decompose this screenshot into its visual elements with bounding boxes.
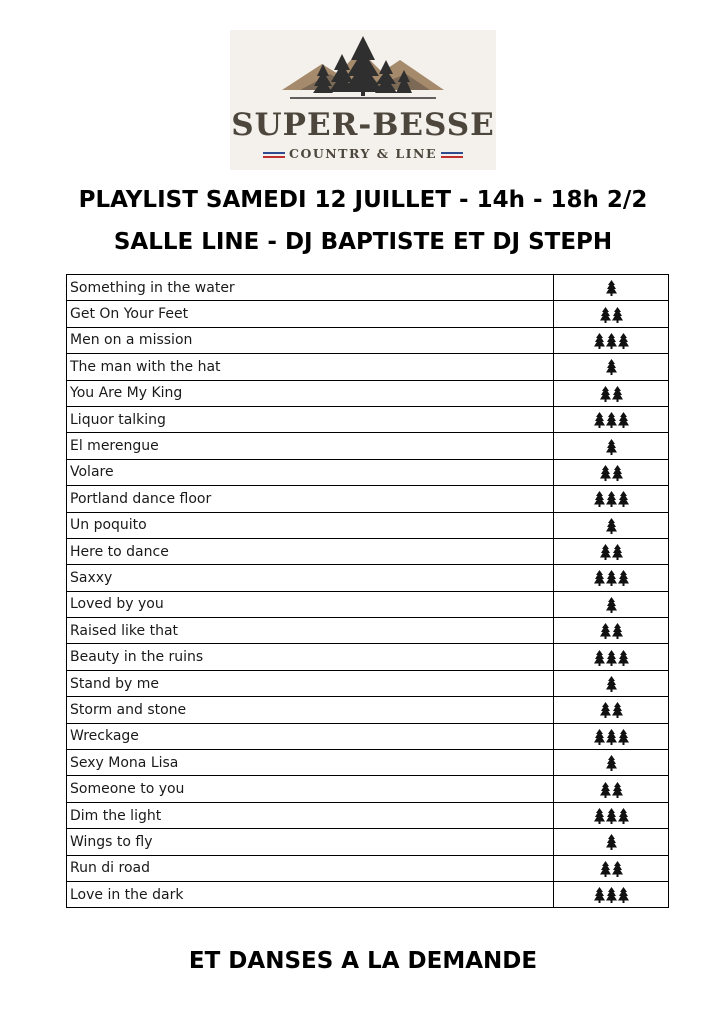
pine-tree-icon: [612, 782, 623, 798]
pine-tree-icon: [606, 755, 617, 771]
song-title: Saxxy: [67, 565, 554, 591]
song-title: Portland dance floor: [67, 486, 554, 512]
flag-bars-right: [441, 152, 463, 158]
difficulty-level: [554, 829, 669, 855]
pine-tree-icon: [594, 570, 605, 586]
pine-tree-icon: [594, 650, 605, 666]
table-row: [67, 565, 669, 591]
table-row: [67, 459, 669, 485]
difficulty-level: [554, 776, 669, 802]
logo-subtitle-text: COUNTRY & LINE: [289, 146, 437, 161]
pine-tree-icon: [600, 623, 611, 639]
pine-tree-icon: [606, 412, 617, 428]
table-row: [67, 538, 669, 564]
song-title: You Are My King: [67, 380, 554, 406]
pine-tree-icon: [594, 333, 605, 349]
pine-tree-icon: [594, 808, 605, 824]
table-row: [67, 486, 669, 512]
pine-tree-icon: [606, 597, 617, 613]
pine-tree-icon: [600, 861, 611, 877]
difficulty-level: [554, 644, 669, 670]
song-title: Love in the dark: [67, 881, 554, 907]
pine-tree-icon: [594, 491, 605, 507]
difficulty-level: [554, 591, 669, 617]
song-title: El merengue: [67, 433, 554, 459]
pine-tree-icon: [612, 702, 623, 718]
song-title: Un poquito: [67, 512, 554, 538]
pine-tree-icon: [606, 808, 617, 824]
song-title: Beauty in the ruins: [67, 644, 554, 670]
table-row: [67, 697, 669, 723]
difficulty-level: [554, 750, 669, 776]
difficulty-level: [554, 618, 669, 644]
pine-tree-icon: [612, 544, 623, 560]
difficulty-level: [554, 380, 669, 406]
song-title: Here to dance: [67, 538, 554, 564]
pine-tree-icon: [606, 491, 617, 507]
difficulty-level: [554, 723, 669, 749]
song-title: Wreckage: [67, 723, 554, 749]
table-row: [67, 776, 669, 802]
pine-tree-icon: [618, 887, 629, 903]
song-title: Wings to fly: [67, 829, 554, 855]
pine-tree-icon: [612, 623, 623, 639]
table-row: [67, 670, 669, 696]
pine-tree-icon: [600, 307, 611, 323]
pine-tree-icon: [600, 465, 611, 481]
song-title: Something in the water: [67, 275, 554, 301]
table-row: [67, 301, 669, 327]
pine-tree-icon: [612, 465, 623, 481]
table-row: [67, 354, 669, 380]
difficulty-level: [554, 697, 669, 723]
pine-tree-icon: [606, 280, 617, 296]
difficulty-level: [554, 565, 669, 591]
pine-tree-icon: [606, 359, 617, 375]
difficulty-level: [554, 802, 669, 828]
pine-tree-icon: [618, 650, 629, 666]
logo: [230, 30, 496, 170]
difficulty-level: [554, 301, 669, 327]
table-row: [67, 327, 669, 353]
pine-tree-icon: [600, 782, 611, 798]
pine-tree-icon: [600, 386, 611, 402]
pine-tree-icon: [612, 861, 623, 877]
pine-tree-icon: [594, 887, 605, 903]
logo-subtitle: [230, 148, 496, 161]
pine-tree-icon: [606, 676, 617, 692]
playlist-title: PLAYLIST SAMEDI 12 JUILLET - 14h - 18h 2/2: [78, 187, 648, 213]
pine-tree-icon: [606, 570, 617, 586]
pine-tree-icon: [594, 412, 605, 428]
song-title: Men on a mission: [67, 327, 554, 353]
song-title: Dim the light: [67, 802, 554, 828]
song-title: Volare: [67, 459, 554, 485]
table-row: [67, 512, 669, 538]
pine-tree-icon: [618, 570, 629, 586]
pine-tree-icon: [594, 729, 605, 745]
logo-name: SUPER-BESSE: [231, 107, 495, 143]
table-row: [67, 433, 669, 459]
song-title: Sexy Mona Lisa: [67, 750, 554, 776]
song-title: Run di road: [67, 855, 554, 881]
pine-tree-icon: [618, 412, 629, 428]
pine-tree-icon: [600, 544, 611, 560]
difficulty-level: [554, 406, 669, 432]
difficulty-level: [554, 538, 669, 564]
song-title: Someone to you: [67, 776, 554, 802]
difficulty-level: [554, 275, 669, 301]
table-row: [67, 644, 669, 670]
pine-tree-icon: [606, 650, 617, 666]
song-title: Get On Your Feet: [67, 301, 554, 327]
song-title: Liquor talking: [67, 406, 554, 432]
pine-tree-icon: [618, 808, 629, 824]
flag-bars-left: [263, 152, 285, 158]
table-row: [67, 750, 669, 776]
pine-tree-icon: [606, 333, 617, 349]
difficulty-level: [554, 670, 669, 696]
pine-tree-icon: [606, 518, 617, 534]
table-row: [67, 380, 669, 406]
table-row: [67, 723, 669, 749]
room-dj-subtitle: SALLE LINE - DJ BAPTISTE ET DJ STEPH: [113, 229, 613, 255]
table-row: [67, 275, 669, 301]
table-row: [67, 591, 669, 617]
pine-tree-icon: [618, 333, 629, 349]
footer-note: ET DANSES A LA DEMANDE: [188, 948, 538, 974]
playlist-table: [66, 274, 669, 908]
pine-tree-icon: [612, 307, 623, 323]
difficulty-level: [554, 327, 669, 353]
table-row: [67, 829, 669, 855]
table-row: [67, 406, 669, 432]
table-row: [67, 802, 669, 828]
song-title: Stand by me: [67, 670, 554, 696]
pine-tree-icon: [618, 729, 629, 745]
pine-tree-icon: [606, 729, 617, 745]
song-title: The man with the hat: [67, 354, 554, 380]
song-title: Storm and stone: [67, 697, 554, 723]
pine-tree-icon: [612, 386, 623, 402]
pine-tree-icon: [606, 887, 617, 903]
difficulty-level: [554, 433, 669, 459]
song-title: Raised like that: [67, 618, 554, 644]
pine-tree-icon: [618, 491, 629, 507]
difficulty-level: [554, 881, 669, 907]
difficulty-level: [554, 486, 669, 512]
difficulty-level: [554, 855, 669, 881]
pine-tree-icon: [600, 702, 611, 718]
difficulty-level: [554, 459, 669, 485]
pine-tree-icon: [606, 834, 617, 850]
pine-tree-icon: [606, 439, 617, 455]
mountain-pine-trees-icon: [230, 30, 496, 110]
difficulty-level: [554, 354, 669, 380]
table-row: [67, 855, 669, 881]
song-title: Loved by you: [67, 591, 554, 617]
difficulty-level: [554, 512, 669, 538]
table-row: [67, 618, 669, 644]
table-row: [67, 881, 669, 907]
